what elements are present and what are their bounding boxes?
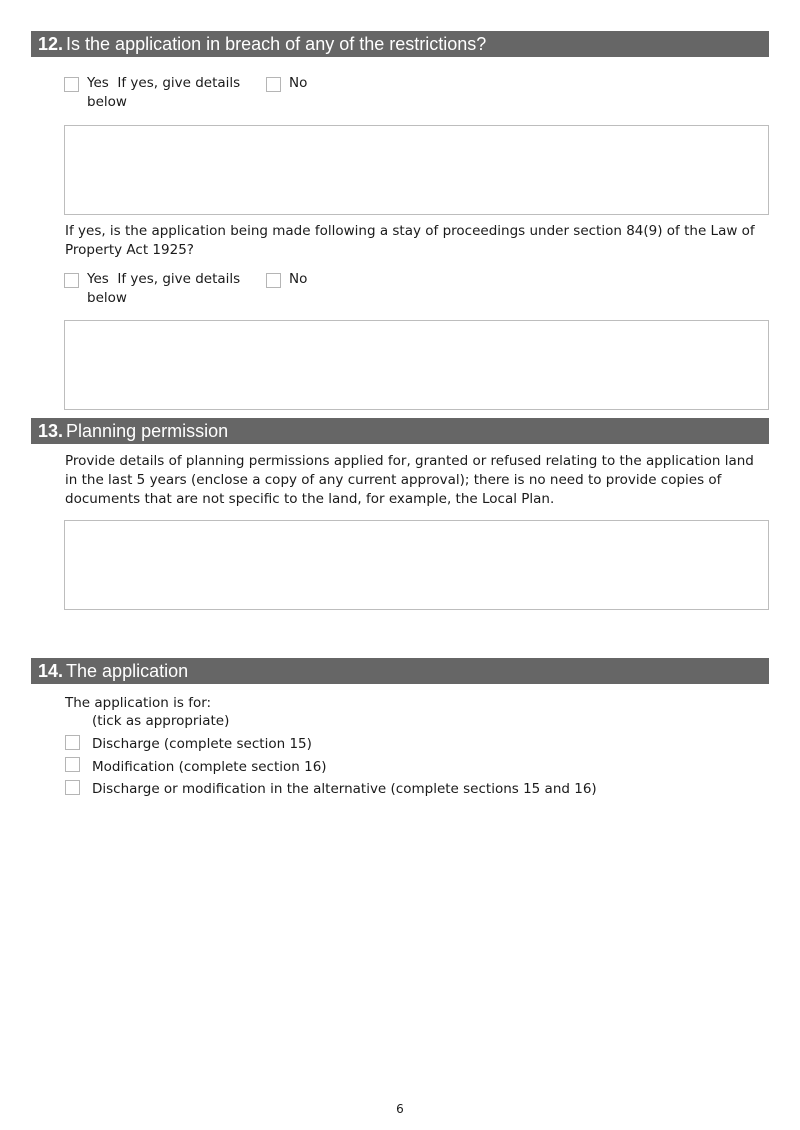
page-number: 6 (396, 1102, 404, 1116)
section-13-number: 13. (38, 421, 64, 441)
q2-yes-detail: If yes, give details below (87, 271, 241, 306)
option-discharge-label: Discharge (complete section 15) (92, 736, 312, 752)
section-13-instructions: Provide details of planning permissions applied for, granted or refused relating to the application land in the last 5 years (enclose a copy of any current approval); there is no need to provide copies of documents that are not specific to the land, for example, the Local Plan. (65, 453, 754, 507)
q1-no-checkbox[interactable] (266, 77, 281, 92)
section-12-title: Is the application in breach of any of the restrictions? (66, 34, 487, 54)
section-13-title: Planning permission (66, 421, 229, 441)
option-alternative-label: Discharge or modification in the alternative (complete sections 15 and 16) (92, 781, 597, 797)
section-13-header (31, 418, 769, 444)
section-14-header (31, 658, 769, 684)
followup-question: If yes, is the application being made following a stay of proceedings under section 84(9) of the Law of Property Act 1925? (65, 223, 755, 258)
q1-details-textbox[interactable] (64, 125, 769, 215)
q1-yes-checkbox[interactable] (64, 77, 79, 92)
q2-yes-checkbox[interactable] (64, 273, 79, 288)
q1-yes-text: Yes (87, 75, 109, 91)
section-12-header (31, 31, 769, 57)
q1-yes-detail: If yes, give details below (87, 75, 241, 110)
option-discharge-checkbox[interactable] (65, 735, 80, 750)
q1-yes-label (87, 74, 247, 112)
q2-no-label: No (289, 271, 308, 287)
section-14-hint: (tick as appropriate) (92, 713, 230, 729)
section-12-number: 12. (38, 34, 64, 54)
planning-details-textbox[interactable] (64, 520, 769, 610)
option-modification-label: Modification (complete section 16) (92, 759, 327, 775)
q2-no-checkbox[interactable] (266, 273, 281, 288)
q2-details-textbox[interactable] (64, 320, 769, 410)
section-14-intro: The application is for: (65, 695, 212, 711)
option-modification-checkbox[interactable] (65, 757, 80, 772)
option-alternative-checkbox[interactable] (65, 780, 80, 795)
q2-yes-label (87, 270, 247, 308)
section-14-number: 14. (38, 661, 64, 681)
q1-no-label: No (289, 75, 308, 91)
q2-yes-text: Yes (87, 271, 109, 287)
section-14-title: The application (66, 661, 189, 681)
